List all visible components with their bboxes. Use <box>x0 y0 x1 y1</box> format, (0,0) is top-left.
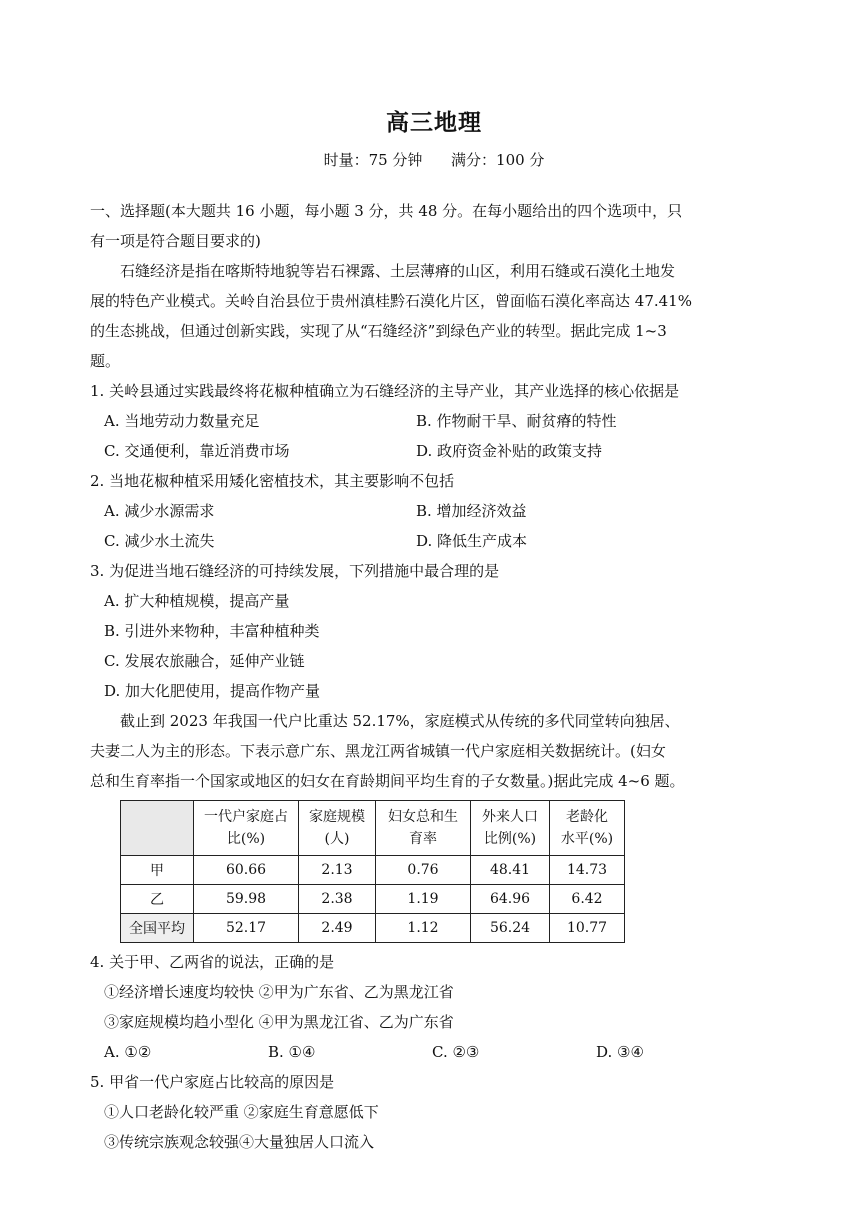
table-row <box>121 914 625 943</box>
page-title: 高三地理 <box>386 110 482 136</box>
table-cell: 64.96 <box>471 885 550 914</box>
question-2 <box>90 466 760 556</box>
option-b[interactable]: B. 增加经济效益 <box>416 502 527 520</box>
question-stem: 2. 当地花椒种植采用矮化密植技术，其主要影响不包括 <box>90 472 455 490</box>
table-cell: 2.13 <box>299 856 376 885</box>
table-header-cell <box>471 801 550 856</box>
table-header-cell <box>550 801 625 856</box>
option-b[interactable]: B. 作物耐干旱、耐贫瘠的特性 <box>416 412 617 430</box>
option-a[interactable]: A. 当地劳动力数量充足 <box>104 412 260 430</box>
exam-info: 时量：75 分钟 满分：100 分 <box>323 151 545 169</box>
table-row <box>121 856 625 885</box>
table-row <box>121 885 625 914</box>
question-5 <box>90 1067 760 1157</box>
table-cell: 6.42 <box>550 885 625 914</box>
household-data-table <box>120 800 625 943</box>
section-heading-line2: 有一项是符合题目要求的) <box>90 232 261 250</box>
passage-line: 总和生育率指一个国家或地区的妇女在育龄期间平均生育的子女数量。)据此完成 4~6 题。 <box>90 772 685 790</box>
table-cell: 0.76 <box>376 856 471 885</box>
exam-content <box>90 196 760 1157</box>
header-text: 家庭规模 (人) <box>309 809 365 847</box>
passage-line: 的生态挑战，但通过创新实践，实现了从“石缝经济”到绿色产业的转型。据此完成 1~3 <box>90 322 667 340</box>
table-cell: 60.66 <box>194 856 299 885</box>
option-d[interactable]: D. 政府资金补贴的政策支持 <box>416 442 603 460</box>
table-header-cell <box>376 801 471 856</box>
question-stem: 5. 甲省一代户家庭占比较高的原因是 <box>90 1073 335 1091</box>
question-stem: 4. 关于甲、乙两省的说法，正确的是 <box>90 953 335 971</box>
section-heading-line1: 一、选择题(本大题共 16 小题，每小题 3 分，共 48 分。在每小题给出的四个选项中，只 <box>90 202 683 220</box>
option-c[interactable]: C. ②③ <box>432 1043 480 1061</box>
table-corner-cell <box>121 801 194 856</box>
option-c[interactable]: C. 减少水土流失 <box>104 532 215 550</box>
passage-line: 夫妻二人为主的形态。下表示意广东、黑龙江两省城镇一代户家庭相关数据统计。(妇女 <box>90 742 666 760</box>
table-header-row <box>121 801 625 856</box>
option-d[interactable]: D. ③④ <box>596 1043 644 1061</box>
statement-line: ①人口老龄化较严重 ②家庭生育意愿低下 <box>104 1103 379 1121</box>
option-c[interactable]: C. 交通便利，靠近消费市场 <box>104 442 290 460</box>
question-3 <box>90 556 760 706</box>
option-d[interactable]: D. 降低生产成本 <box>416 532 528 550</box>
row-label: 全国平均 <box>121 914 194 943</box>
option-c[interactable]: C. 发展农旅融合，延伸产业链 <box>104 652 305 670</box>
table-cell: 10.77 <box>550 914 625 943</box>
option-a[interactable]: A. 减少水源需求 <box>104 502 215 520</box>
option-b[interactable]: B. ①④ <box>268 1043 316 1061</box>
table-cell: 14.73 <box>550 856 625 885</box>
statement-line: ①经济增长速度均较快 ②甲为广东省、乙为黑龙江省 <box>104 983 454 1001</box>
header-text: 妇女总和生 育率 <box>388 809 458 847</box>
table-cell: 56.24 <box>471 914 550 943</box>
table-cell: 2.49 <box>299 914 376 943</box>
passage-line: 展的特色产业模式。关岭自治县位于贵州滇桂黔石漠化片区，曾面临石漠化率高达 47.41% <box>90 292 692 310</box>
question-4 <box>90 947 760 1067</box>
table-cell: 2.38 <box>299 885 376 914</box>
row-label: 甲 <box>121 856 194 885</box>
table-cell: 59.98 <box>194 885 299 914</box>
table-cell: 52.17 <box>194 914 299 943</box>
table-header-cell <box>299 801 376 856</box>
passage-stone-economy <box>90 256 760 376</box>
option-b[interactable]: B. 引进外来物种，丰富种植种类 <box>104 622 320 640</box>
statement-line: ③家庭规模均趋小型化 ④甲为黑龙江省、乙为广东省 <box>104 1013 454 1031</box>
header-text: 一代户家庭占 比(%) <box>204 809 288 847</box>
question-stem: 1. 关岭县通过实践最终将花椒种植确立为石缝经济的主导产业，其产业选择的核心依据是 <box>90 382 680 400</box>
passage-line: 题。 <box>90 352 121 370</box>
question-1 <box>90 376 760 466</box>
option-d[interactable]: D. 加大化肥使用，提高作物产量 <box>104 682 321 700</box>
table-cell: 1.19 <box>376 885 471 914</box>
passage-one-generation-household <box>90 706 760 796</box>
table-header-cell <box>194 801 299 856</box>
table-cell: 1.12 <box>376 914 471 943</box>
header-text: 老龄化 水平(%) <box>560 809 614 847</box>
passage-line: 石缝经济是指在喀斯特地貌等岩石裸露、土层薄瘠的山区，利用石缝或石漠化土地发 <box>120 262 676 280</box>
header-text: 外来人口 比例(%) <box>482 809 538 847</box>
statement-line: ③传统宗族观念较强④大量独居人口流入 <box>104 1133 375 1151</box>
option-a[interactable]: A. ①② <box>104 1043 152 1061</box>
question-stem: 3. 为促进当地石缝经济的可持续发展，下列措施中最合理的是 <box>90 562 500 580</box>
table-cell: 48.41 <box>471 856 550 885</box>
passage-line: 截止到 2023 年我国一代户比重达 52.17%，家庭模式从传统的多代同堂转向独居、 <box>120 712 680 730</box>
option-a[interactable]: A. 扩大种植规模，提高产量 <box>104 592 290 610</box>
row-label: 乙 <box>121 885 194 914</box>
